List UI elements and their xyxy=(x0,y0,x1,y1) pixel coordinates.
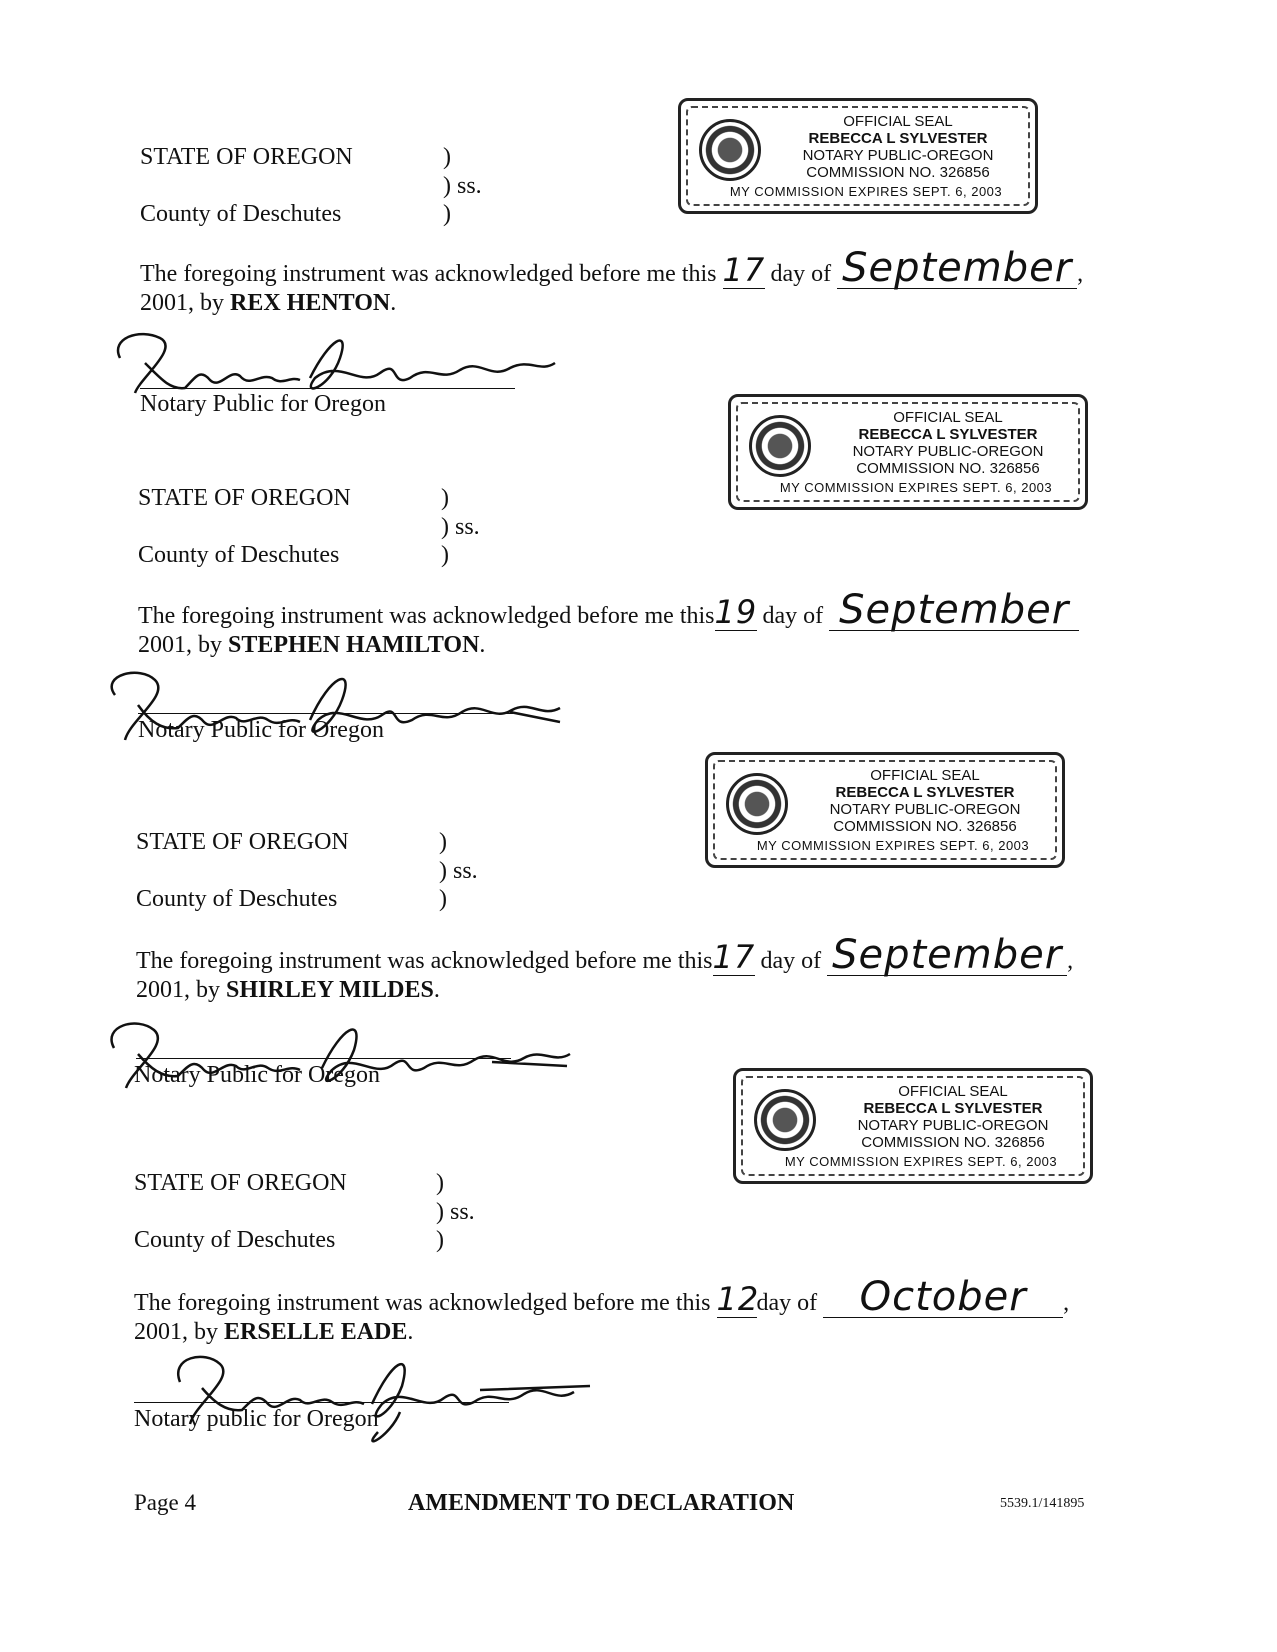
ack-day-of: day of xyxy=(762,603,824,629)
handwritten-day: 12 xyxy=(716,1280,760,1318)
acknowledgment-text: The foregoing instrument was acknowledged before me this 12day of October , 2001, by ERSELLE EADE. xyxy=(134,1274,1070,1345)
handwritten-day: 17 xyxy=(712,938,756,976)
document-title: AMENDMENT TO DECLARATION xyxy=(408,1490,795,1516)
venue-paren: ) xyxy=(443,201,451,227)
seal-expiration: MY COMMISSION EXPIRES SEPT. 6, 2003 xyxy=(756,838,1030,853)
seal-role: NOTARY PUBLIC-OREGON xyxy=(802,147,994,164)
venue-state: STATE OF OREGON xyxy=(134,1170,347,1196)
signer-name: ERSELLE EADE xyxy=(224,1319,408,1345)
official-seal-stamp xyxy=(733,1068,1093,1184)
state-seal-emblem xyxy=(754,1089,816,1151)
acknowledgment-text: The foregoing instrument was acknowledged before me this19 day of September 2001, by STEPHEN HAMILTON. xyxy=(138,598,1079,659)
ack-year-by: 2001, by xyxy=(134,1319,218,1345)
signer-name: REX HENTON xyxy=(230,290,391,316)
signature-line xyxy=(140,388,515,389)
document-reference: 5539.1/141895 xyxy=(1000,1496,1085,1511)
venue-paren: ) xyxy=(439,829,447,855)
state-seal-emblem xyxy=(749,415,811,477)
venue-ss: ) ss. xyxy=(441,514,480,540)
handwritten-day: 19 xyxy=(714,593,758,631)
venue-paren: ) xyxy=(436,1170,444,1196)
seal-title: OFFICIAL SEAL xyxy=(843,113,953,130)
signature-line xyxy=(134,1402,509,1403)
venue-ss: ) ss. xyxy=(439,858,478,884)
seal-role: NOTARY PUBLIC-OREGON xyxy=(829,801,1021,818)
venue-paren: ) xyxy=(441,485,449,511)
state-seal-emblem xyxy=(726,773,788,835)
seal-commission: COMMISSION NO. 326856 xyxy=(861,1134,1045,1151)
venue-state: STATE OF OREGON xyxy=(138,485,351,511)
venue-paren: ) xyxy=(441,542,449,568)
venue-ss: ) ss. xyxy=(443,173,482,199)
notary-label: Notary public for Oregon xyxy=(134,1406,379,1432)
notary-label: Notary Public for Oregon xyxy=(140,391,386,417)
state-seal-emblem xyxy=(699,119,761,181)
venue-county: County of Deschutes xyxy=(140,201,342,227)
official-seal-stamp xyxy=(705,752,1065,868)
official-seal-stamp xyxy=(728,394,1088,510)
acknowledgment-text: The foregoing instrument was acknowledged before me this 17 day of September , 2001, by REX HENTON. xyxy=(140,245,1084,316)
venue-county: County of Deschutes xyxy=(136,886,338,912)
seal-commission: COMMISSION NO. 326856 xyxy=(833,818,1017,835)
handwritten-month: September xyxy=(842,245,1073,291)
ack-day-of: day of xyxy=(770,261,832,287)
seal-role: NOTARY PUBLIC-OREGON xyxy=(857,1117,1049,1134)
seal-name: REBECCA L SYLVESTER xyxy=(808,130,988,147)
venue-ss: ) ss. xyxy=(436,1199,475,1225)
ack-year-by: 2001, by xyxy=(136,977,220,1003)
venue-paren: ) xyxy=(443,144,451,170)
handwritten-day: 17 xyxy=(722,251,766,289)
ack-lead: The foregoing instrument was acknowledged before me this xyxy=(140,261,717,287)
signature-line xyxy=(136,1058,511,1059)
seal-name: REBECCA L SYLVESTER xyxy=(863,1100,1043,1117)
ack-lead: The foregoing instrument was acknowledged before me this xyxy=(136,948,713,974)
seal-commission: COMMISSION NO. 326856 xyxy=(856,460,1040,477)
venue-state: STATE OF OREGON xyxy=(136,829,349,855)
venue-paren: ) xyxy=(439,886,447,912)
seal-expiration: MY COMMISSION EXPIRES SEPT. 6, 2003 xyxy=(729,184,1003,199)
handwritten-month: October xyxy=(859,1274,1027,1320)
official-seal-stamp xyxy=(678,98,1038,214)
venue-county: County of Deschutes xyxy=(138,542,340,568)
notary-signature xyxy=(150,1342,610,1452)
seal-title: OFFICIAL SEAL xyxy=(898,1083,1008,1100)
handwritten-month: September xyxy=(839,587,1070,633)
page-number: Page 4 xyxy=(134,1490,196,1515)
signer-name: SHIRLEY MILDES xyxy=(226,977,434,1003)
notary-label: Notary Public for Oregon xyxy=(138,717,384,743)
seal-commission: COMMISSION NO. 326856 xyxy=(806,164,990,181)
seal-role: NOTARY PUBLIC-OREGON xyxy=(852,443,1044,460)
seal-name: REBECCA L SYLVESTER xyxy=(858,426,1038,443)
signer-name: STEPHEN HAMILTON xyxy=(228,632,480,658)
venue-county: County of Deschutes xyxy=(134,1227,336,1253)
notary-label: Notary Public for Oregon xyxy=(134,1062,380,1088)
venue-paren: ) xyxy=(436,1227,444,1253)
handwritten-month: September xyxy=(832,932,1063,978)
ack-lead: The foregoing instrument was acknowledged before me this xyxy=(138,603,715,629)
signature-line xyxy=(138,713,513,714)
ack-year-by: 2001, by xyxy=(140,290,224,316)
seal-expiration: MY COMMISSION EXPIRES SEPT. 6, 2003 xyxy=(779,480,1053,495)
ack-year-by: 2001, by xyxy=(138,632,222,658)
ack-day-of: day of xyxy=(760,948,822,974)
venue-state: STATE OF OREGON xyxy=(140,144,353,170)
seal-title: OFFICIAL SEAL xyxy=(870,767,980,784)
seal-name: REBECCA L SYLVESTER xyxy=(835,784,1015,801)
acknowledgment-text: The foregoing instrument was acknowledged before me this17 day of September , 2001, by SHIRLEY MILDES. xyxy=(136,932,1074,1003)
seal-title: OFFICIAL SEAL xyxy=(893,409,1003,426)
ack-day-of: day of xyxy=(756,1290,818,1316)
notary-signature xyxy=(90,660,580,760)
ack-lead: The foregoing instrument was acknowledged before me this xyxy=(134,1290,711,1316)
seal-expiration: MY COMMISSION EXPIRES SEPT. 6, 2003 xyxy=(784,1154,1058,1169)
